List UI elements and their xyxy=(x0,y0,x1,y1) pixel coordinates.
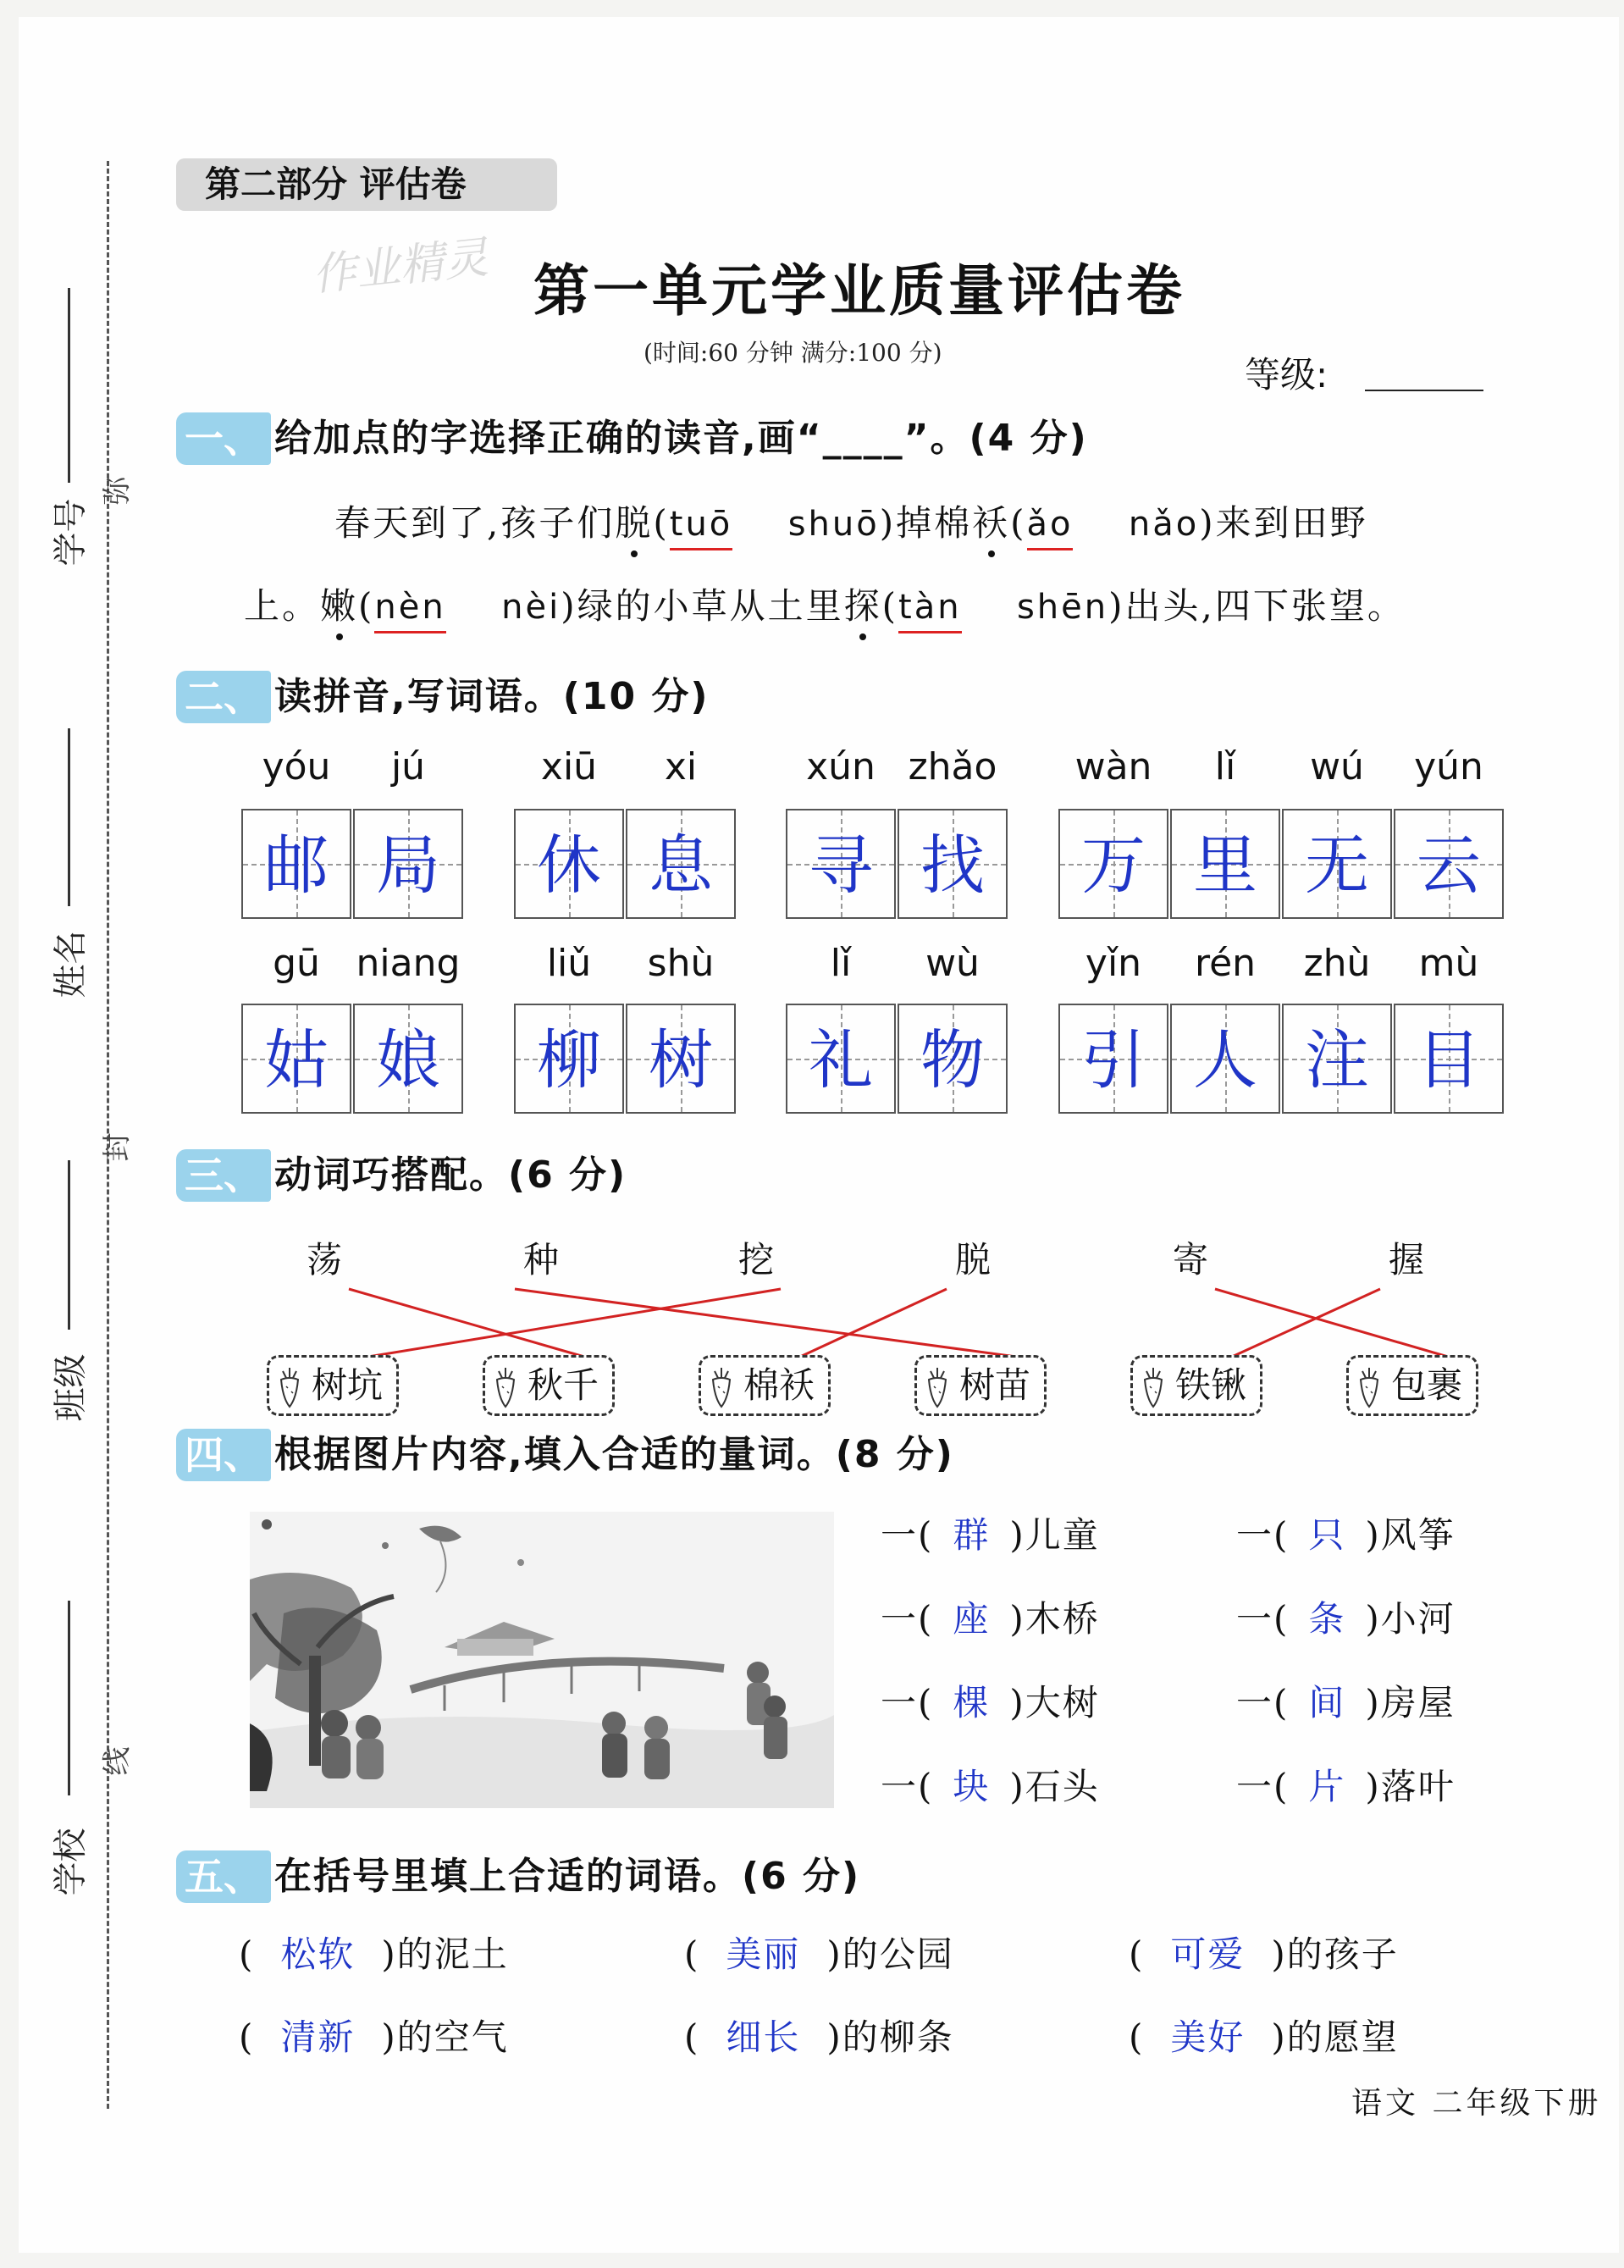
village-scene-illustration xyxy=(250,1512,834,1808)
answer-char: 物 xyxy=(920,1022,985,1098)
answer-char: 目 xyxy=(1417,1022,1481,1098)
page-title: 第一单元学业质量评估卷 xyxy=(533,257,1185,324)
match-line xyxy=(515,1289,1016,1357)
answer-char: 姑 xyxy=(264,1022,329,1098)
measure-noun: )石头 xyxy=(1009,1766,1100,1807)
noun-card[interactable] xyxy=(914,1355,1047,1416)
measure-word-answer[interactable]: 块 xyxy=(953,1766,991,1807)
measure-prefix: 一( xyxy=(881,1682,934,1723)
tianzige-box[interactable] xyxy=(786,809,896,919)
measure-word-item xyxy=(1236,1591,1456,1642)
verb-item[interactable]: 握 xyxy=(1389,1239,1425,1281)
tianzige-box[interactable] xyxy=(1394,1004,1504,1114)
answer-char: 人 xyxy=(1193,1022,1257,1098)
passage-text: )掉棉 xyxy=(879,502,973,544)
seal-char-mi: 弥 xyxy=(100,476,135,506)
pinyin-label: shù xyxy=(647,942,715,985)
paren-open: ( xyxy=(1129,1933,1145,1975)
measure-word-answer[interactable]: 座 xyxy=(953,1598,991,1640)
verb-item[interactable]: 寄 xyxy=(1173,1239,1209,1281)
noun-card[interactable] xyxy=(1130,1355,1262,1416)
radish-icon xyxy=(924,1366,951,1408)
answer-char: 休 xyxy=(537,827,601,903)
answer-char: 万 xyxy=(1081,827,1146,903)
match-line xyxy=(1215,1289,1448,1357)
seal-char-feng: 封 xyxy=(100,1132,135,1162)
dotted-char: 嫩 xyxy=(320,585,359,627)
pinyin-label: xún xyxy=(806,745,876,788)
measure-prefix: 一( xyxy=(1236,1598,1290,1640)
measure-prefix: 一( xyxy=(881,1766,934,1807)
tianzige-box[interactable] xyxy=(241,809,351,919)
pinyin-label: wàn xyxy=(1074,745,1152,788)
tianzige-box[interactable] xyxy=(1058,1004,1168,1114)
answer-char: 找 xyxy=(920,827,985,903)
paren-open: ( xyxy=(358,585,375,627)
pinyin-label: jú xyxy=(390,745,426,788)
grade-label: 等级: xyxy=(1245,354,1328,396)
measure-word-item xyxy=(1236,1507,1456,1558)
tianzige-box[interactable] xyxy=(1394,809,1504,919)
verb-item[interactable]: 脱 xyxy=(955,1239,992,1281)
pinyin-label: yǐn xyxy=(1085,942,1142,985)
radish-icon xyxy=(492,1366,519,1408)
answer-char: 息 xyxy=(649,827,713,903)
pinyin-label: niang xyxy=(356,942,461,985)
phrase-item xyxy=(684,2010,954,2061)
measure-word-item xyxy=(881,1507,1100,1558)
measure-word-item xyxy=(1236,1759,1456,1810)
match-line xyxy=(800,1289,947,1357)
school-label: 学校 xyxy=(51,1828,91,1896)
watermark: 作业精灵 xyxy=(310,232,491,301)
measure-word-answer[interactable]: 群 xyxy=(953,1514,991,1556)
tianzige-box[interactable] xyxy=(1170,1004,1280,1114)
measure-noun: )儿童 xyxy=(1009,1514,1100,1556)
name-label: 姓名 xyxy=(51,930,91,998)
measure-prefix: 一( xyxy=(881,1598,934,1640)
tianzige-box[interactable] xyxy=(898,809,1008,919)
measure-prefix: 一( xyxy=(1236,1766,1290,1807)
measure-noun: )落叶 xyxy=(1365,1766,1456,1807)
noun-card[interactable] xyxy=(267,1355,399,1416)
tianzige-box[interactable] xyxy=(353,1004,463,1114)
passage-text: )出头,四下张望。 xyxy=(1108,585,1406,627)
passage-text: 上。 xyxy=(244,585,321,627)
phrase-item xyxy=(239,2010,509,2061)
paren-open: ( xyxy=(1129,2016,1145,2058)
measure-prefix: 一( xyxy=(881,1514,934,1556)
pinyin-label: wù xyxy=(925,942,980,985)
paren-open: ( xyxy=(881,585,899,627)
exam-time-info: (时间:60 分钟 满分:100 分) xyxy=(644,339,942,367)
pinyin-option-selected[interactable]: nèn xyxy=(374,588,446,627)
footer-subject: 语文 二年级下册 xyxy=(1351,2086,1602,2121)
pinyin-label: wú xyxy=(1310,745,1364,788)
measure-word-answer[interactable]: 间 xyxy=(1308,1682,1346,1723)
pinyin-label: yóu xyxy=(262,745,331,788)
measure-word-answer[interactable]: 条 xyxy=(1308,1598,1346,1640)
section-1-title: 给加点的字选择正确的读音,画“____”。(4 分) xyxy=(274,417,1088,460)
answer-char: 局 xyxy=(376,827,440,903)
tianzige-box[interactable] xyxy=(1170,809,1280,919)
pinyin-option-selected[interactable]: tàn xyxy=(898,588,962,627)
pinyin-label: xiū xyxy=(540,745,598,788)
tianzige-box[interactable] xyxy=(898,1004,1008,1114)
measure-word-answer[interactable]: 片 xyxy=(1308,1766,1346,1807)
phrase-noun: )的愿望 xyxy=(1271,2016,1399,2058)
answer-char: 注 xyxy=(1305,1022,1369,1098)
answer-char: 树 xyxy=(649,1022,713,1098)
section-5-title: 在括号里填上合适的词语。(6 分) xyxy=(274,1855,861,1898)
phrase-item xyxy=(684,1927,954,1978)
tianzige-box[interactable] xyxy=(514,1004,624,1114)
paren-open: ( xyxy=(239,1933,255,1975)
phrase-answer[interactable]: 美丽 xyxy=(726,1933,801,1975)
answer-char: 里 xyxy=(1193,827,1257,903)
measure-word-answer[interactable]: 棵 xyxy=(953,1682,991,1723)
paren-open: ( xyxy=(684,2016,700,2058)
pinyin-option-selected[interactable]: tuō xyxy=(669,505,733,544)
class-label: 班级 xyxy=(51,1353,91,1422)
section-5-number: 五、 xyxy=(176,1850,271,1903)
phrase-noun: )的空气 xyxy=(381,2016,509,2058)
pinyin-option[interactable]: shēn xyxy=(1016,588,1109,627)
answer-char: 礼 xyxy=(809,1022,873,1098)
radish-icon xyxy=(276,1366,303,1408)
section-3-number: 三、 xyxy=(176,1149,271,1202)
measure-noun: )房屋 xyxy=(1365,1682,1456,1723)
pinyin-option[interactable]: shuō xyxy=(787,505,880,544)
tianzige-box[interactable] xyxy=(1282,1004,1392,1114)
noun-card[interactable] xyxy=(1346,1355,1478,1416)
measure-noun: )小河 xyxy=(1365,1598,1456,1640)
verb-item[interactable]: 挖 xyxy=(738,1239,775,1281)
pinyin-label: zhǎo xyxy=(908,745,997,788)
noun-label: 树坑 xyxy=(312,1364,384,1406)
dotted-char: 脱 xyxy=(615,502,654,544)
pinyin-label: rén xyxy=(1194,942,1257,985)
answer-char: 邮 xyxy=(264,827,329,903)
phrase-noun: )的公园 xyxy=(826,1933,954,1975)
pinyin-label: liǔ xyxy=(546,942,592,985)
measure-prefix: 一( xyxy=(1236,1514,1290,1556)
pinyin-label: mù xyxy=(1418,942,1479,985)
passage-text: 春天到了,孩子们 xyxy=(334,502,616,544)
match-line xyxy=(349,1289,584,1357)
tianzige-box[interactable] xyxy=(514,809,624,919)
measure-word-item xyxy=(881,1675,1100,1726)
measure-prefix: 一( xyxy=(1236,1682,1290,1723)
phrase-answer[interactable]: 美好 xyxy=(1170,2016,1246,2058)
tianzige-box[interactable] xyxy=(626,1004,736,1114)
tianzige-box[interactable] xyxy=(1282,809,1392,919)
noun-card[interactable] xyxy=(699,1355,831,1416)
phrase-noun: )的柳条 xyxy=(826,2016,954,2058)
noun-label: 铁锹 xyxy=(1175,1364,1247,1406)
answer-char: 引 xyxy=(1081,1022,1146,1098)
pinyin-option[interactable]: nèi xyxy=(501,588,561,627)
section-4-title: 根据图片内容,填入合适的量词。(8 分) xyxy=(274,1433,954,1476)
phrase-answer[interactable]: 细长 xyxy=(726,2016,801,2058)
phrase-answer[interactable]: 可爱 xyxy=(1170,1933,1246,1975)
noun-label: 树苗 xyxy=(959,1364,1031,1406)
pinyin-label: xi xyxy=(664,745,698,788)
section-3-title: 动词巧搭配。(6 分) xyxy=(274,1153,627,1197)
measure-word-item xyxy=(881,1591,1100,1642)
pinyin-label: lǐ xyxy=(1214,745,1236,788)
phrase-answer[interactable]: 松软 xyxy=(280,1933,356,1975)
measure-noun: )木桥 xyxy=(1009,1598,1100,1640)
verb-item[interactable]: 荡 xyxy=(307,1239,343,1281)
measure-word-item xyxy=(881,1759,1100,1810)
tianzige-box[interactable] xyxy=(241,1004,351,1114)
verb-item[interactable]: 种 xyxy=(523,1239,560,1281)
passage-text: )来到田野 xyxy=(1199,502,1368,544)
pinyin-option-selected[interactable]: ǎo xyxy=(1026,505,1074,544)
measure-word-item xyxy=(1236,1675,1456,1726)
noun-card[interactable] xyxy=(483,1355,615,1416)
radish-icon xyxy=(708,1366,735,1408)
tianzige-box[interactable] xyxy=(353,809,463,919)
pinyin-label: gū xyxy=(273,942,320,985)
passage-text: )绿的小草从土里 xyxy=(561,585,844,627)
paren-open: ( xyxy=(1010,502,1027,544)
phrase-item xyxy=(1129,1927,1399,1978)
pinyin-option[interactable]: nǎo xyxy=(1128,505,1200,544)
phrase-item xyxy=(239,1927,509,1978)
student-id-label: 学号 xyxy=(51,498,91,567)
dotted-char: 探 xyxy=(843,585,882,627)
dotted-char: 袄 xyxy=(972,502,1011,544)
pinyin-label: lǐ xyxy=(830,942,852,985)
tianzige-box[interactable] xyxy=(1058,809,1168,919)
section-2-title: 读拼音,写词语。(10 分) xyxy=(274,675,710,718)
phrase-item xyxy=(1129,2010,1399,2061)
part-tag: 第二部分 评估卷 xyxy=(176,158,557,211)
phrase-noun: )的泥土 xyxy=(381,1933,509,1975)
noun-label: 秋千 xyxy=(528,1364,599,1406)
pinyin-label: zhù xyxy=(1303,942,1371,985)
noun-label: 包裹 xyxy=(1391,1364,1463,1406)
section-2-number: 二、 xyxy=(176,671,271,723)
tianzige-box[interactable] xyxy=(626,809,736,919)
tianzige-box[interactable] xyxy=(786,1004,896,1114)
answer-char: 无 xyxy=(1305,827,1369,903)
section-4-number: 四、 xyxy=(176,1429,271,1481)
answer-char: 柳 xyxy=(537,1022,601,1098)
noun-label: 棉袄 xyxy=(743,1364,815,1406)
pinyin-label: yún xyxy=(1414,745,1483,788)
phrase-answer[interactable]: 清新 xyxy=(280,2016,356,2058)
paren-open: ( xyxy=(684,1933,700,1975)
measure-noun: )大树 xyxy=(1009,1682,1100,1723)
measure-word-answer[interactable]: 只 xyxy=(1308,1514,1346,1556)
answer-char: 寻 xyxy=(809,827,873,903)
answer-char: 云 xyxy=(1417,827,1481,903)
measure-noun: )风筝 xyxy=(1365,1514,1456,1556)
phrase-noun: )的孩子 xyxy=(1271,1933,1399,1975)
seal-char-xian: 线 xyxy=(100,1746,135,1776)
radish-icon xyxy=(1140,1366,1167,1408)
paren-open: ( xyxy=(239,2016,255,2058)
match-line xyxy=(368,1289,781,1357)
paren-open: ( xyxy=(653,502,670,544)
answer-char: 娘 xyxy=(376,1022,440,1098)
radish-icon xyxy=(1356,1366,1383,1408)
section-1-number: 一、 xyxy=(176,412,271,465)
